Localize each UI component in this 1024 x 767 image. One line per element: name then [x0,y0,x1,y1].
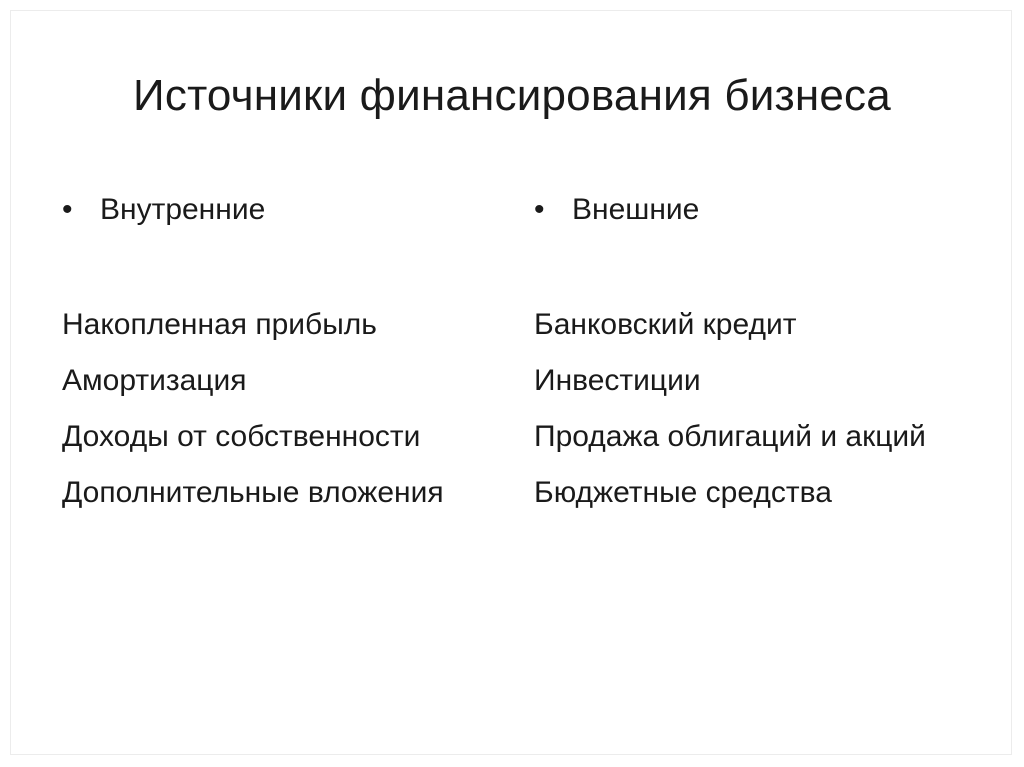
list-item: Банковский кредит [534,308,797,341]
external-sources-heading-label: Внешние [572,193,700,226]
list-item: Амортизация [62,364,247,397]
bullet-icon: • [62,193,73,226]
internal-sources-list [62,300,482,524]
external-sources-list [534,300,954,524]
list-item: Инвестиции [534,364,701,397]
internal-sources-column [62,186,482,509]
list-item: Бюджетные средства [534,476,832,509]
external-sources-column [534,186,954,509]
internal-sources-heading-label: Внутренние [100,193,266,226]
list-item: Доходы от собственности [62,420,421,453]
list-item: Продажа облигаций и акций [534,420,926,453]
external-sources-heading [534,186,954,234]
slide-title: Источники финансирования бизнеса [133,71,891,120]
list-item: Накопленная прибыль [62,308,377,341]
internal-sources-heading [62,186,482,234]
bullet-icon: • [534,193,545,226]
list-item: Дополнительные вложения [62,476,444,509]
